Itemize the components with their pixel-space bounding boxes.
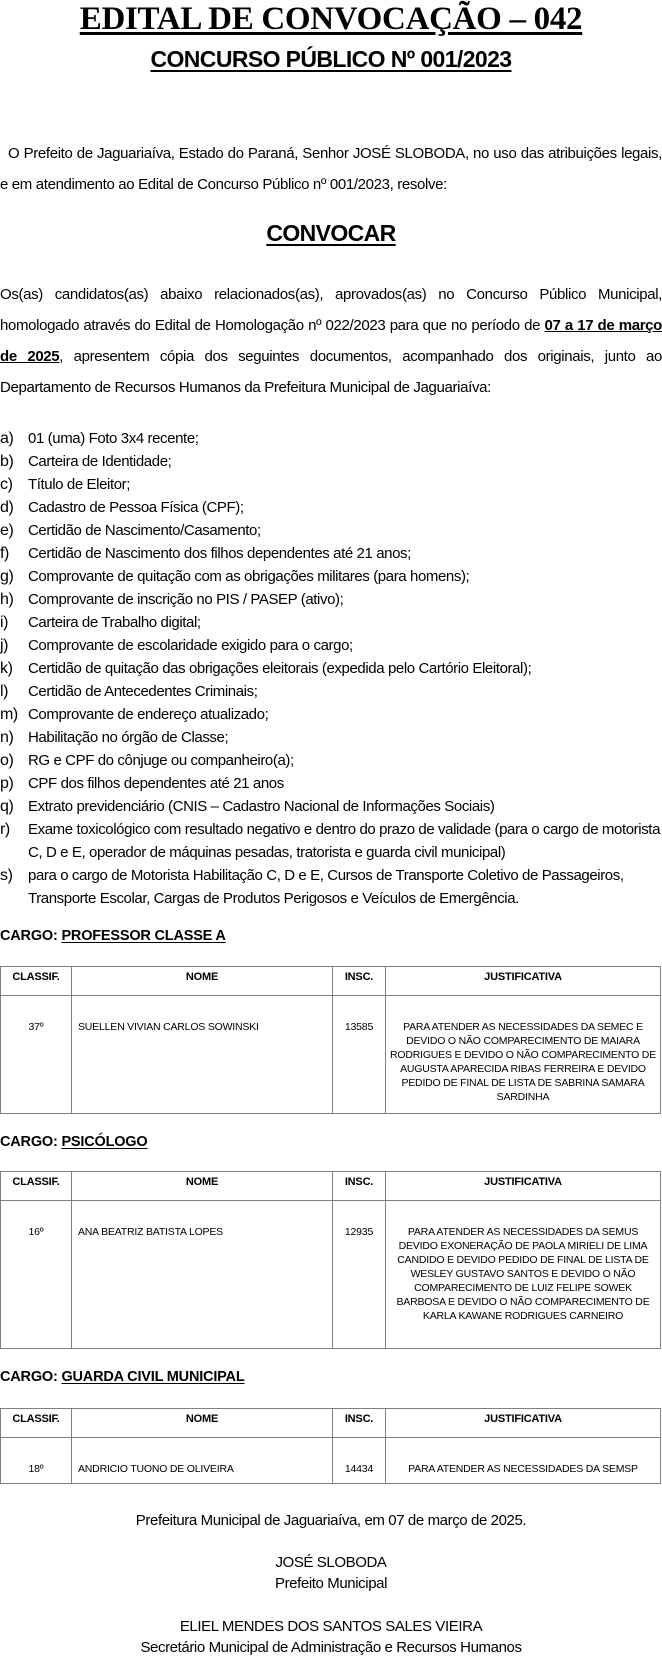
signer1-role: Prefeito Municipal (274, 1575, 388, 1592)
list-marker: s) (0, 867, 13, 884)
header-nome: NOME (72, 967, 333, 996)
list-item (0, 864, 662, 910)
header-insc: INSC. (333, 1409, 386, 1438)
list-item (0, 427, 662, 450)
table-row (1, 1438, 661, 1484)
header-nome: NOME (72, 1172, 333, 1201)
list-item-text: Extrato previdenciário (CNIS – Cadastro Nacional de Informações Sociais) (28, 798, 495, 815)
header-insc: INSC. (333, 967, 386, 996)
list-marker: j) (0, 637, 9, 654)
list-item-text: Certidão de Nascimento dos filhos dependentes até 21 anos; (28, 545, 411, 562)
list-item-text: Carteira de Trabalho digital; (28, 614, 201, 631)
table-header-row (1, 967, 661, 996)
list-marker: l) (0, 683, 9, 700)
list-item (0, 473, 662, 496)
list-item (0, 726, 662, 749)
cargo-label: CARGO: (0, 928, 58, 944)
list-item-text: Comprovante de escolaridade exigido para o cargo; (28, 637, 353, 654)
convocar-heading: CONVOCAR (266, 220, 396, 246)
cell-nome: ANA BEATRIZ BATISTA LOPES (72, 1201, 333, 1349)
contest-subtitle: CONCURSO PÚBLICO Nº 001/2023 (150, 46, 512, 72)
cell-justificativa: PARA ATENDER AS NECESSIDADES DA SEMSP (386, 1438, 661, 1484)
table-row (1, 1201, 661, 1349)
list-item-text: Certidão de quitação das obrigações eleitorais (expedida pelo Cartório Eleitoral); (28, 660, 532, 677)
cell-insc: 14434 (333, 1438, 386, 1484)
cargo-heading (0, 1368, 244, 1386)
cell-classif: 16º (1, 1201, 72, 1349)
cell-nome: SUELLEN VIVIAN CARLOS SOWINSKI (72, 996, 333, 1114)
header-insc: INSC. (333, 1172, 386, 1201)
list-marker: h) (0, 591, 14, 608)
place-date: Prefeitura Municipal de Jaguariaíva, em 07 de março de 2025. (135, 1512, 527, 1529)
cargo-heading (0, 927, 226, 945)
list-item (0, 680, 662, 703)
signer2-name: ELIEL MENDES DOS SANTOS SALES VIEIRA (179, 1618, 483, 1635)
list-item-text: Comprovante de quitação com as obrigações militares (para homens); (28, 568, 470, 585)
header-classif: CLASSIF. (1, 1172, 72, 1201)
list-item (0, 450, 662, 473)
list-item (0, 611, 662, 634)
intro-text: O Prefeito de Jaguariaíva, Estado do Paraná, Senhor JOSÉ SLOBODA, no uso das atribuições legais, e em atendimento ao Edital de Concurso Público nº 001/2023, resolve: (0, 145, 662, 193)
list-item (0, 542, 662, 565)
list-marker: b) (0, 453, 14, 470)
list-item-text: Comprovante de endereço atualizado; (28, 706, 269, 723)
list-marker: k) (0, 660, 13, 677)
documents-list (0, 427, 662, 910)
cargo-name: GUARDA CIVIL MUNICIPAL (61, 1369, 245, 1385)
list-marker: c) (0, 476, 13, 493)
candidates-table (0, 1408, 661, 1484)
cell-classif: 18º (1, 1438, 72, 1484)
cell-insc: 12935 (333, 1201, 386, 1349)
cell-insc: 13585 (333, 996, 386, 1114)
cargo-label: CARGO: (0, 1134, 58, 1150)
list-item-text: Habilitação no órgão de Classe; (28, 729, 229, 746)
list-item (0, 749, 662, 772)
list-item (0, 634, 662, 657)
list-item-text: para o cargo de Motorista Habilitação C, D e E, Cursos de Transporte Coletivo de Passageiros, Transporte Escolar, Cargas de Produtos Perigosos e Veículos de Emergência. (28, 867, 624, 907)
list-marker: p) (0, 775, 14, 792)
signer1-name: JOSÉ SLOBODA (275, 1554, 387, 1571)
list-item (0, 565, 662, 588)
list-item (0, 818, 662, 864)
list-marker: f) (0, 545, 9, 562)
list-item (0, 795, 662, 818)
list-item-text: CPF dos filhos dependentes até 21 anos (28, 775, 284, 792)
list-marker: r) (0, 821, 10, 838)
list-item-text: Exame toxicológico com resultado negativo e dentro do prazo de validade (para o cargo de motorista C, D e E, operador de máquinas pesadas, tratorista e guarda civil municipal) (28, 821, 661, 861)
cell-justificativa: PARA ATENDER AS NECESSIDADES DA SEMEC E DEVIDO O NÃO COMPARECIMENTO DE MAIARA RODRIGUES E DEVIDO O NÃO COMPARECIMENTO DE AUGUSTA APARECIDA RIBAS FERREIRA E DEVIDO PEDIDO DE FINAL DE LISTA DE SABRINA SAMARA SARDINHA (386, 996, 661, 1114)
list-item-text: Carteira de Identidade; (28, 453, 172, 470)
header-nome: NOME (72, 1409, 333, 1438)
list-marker: d) (0, 499, 14, 516)
list-item-text: Certidão de Antecedentes Criminais; (28, 683, 258, 700)
list-marker: a) (0, 430, 14, 447)
table-row (1, 996, 661, 1114)
list-item-text: Certidão de Nascimento/Casamento; (28, 522, 261, 539)
cargo-name: PROFESSOR CLASSE A (61, 928, 226, 944)
list-marker: i) (0, 614, 9, 631)
body-paragraph (0, 279, 662, 403)
table-header-row (1, 1172, 661, 1201)
intro-paragraph (0, 138, 662, 200)
cargo-heading (0, 1133, 147, 1151)
list-item (0, 772, 662, 795)
period-highlight: 07 a 17 de março de 2025 (0, 317, 662, 365)
signer2-role: Secretário Municipal de Administração e Recursos Humanos (140, 1639, 522, 1656)
list-item (0, 657, 662, 680)
list-marker: m) (0, 706, 18, 723)
list-marker: g) (0, 568, 14, 585)
header-classif: CLASSIF. (1, 1409, 72, 1438)
candidates-table (0, 966, 661, 1114)
list-item (0, 496, 662, 519)
list-marker: e) (0, 522, 14, 539)
list-item-text: Comprovante de inscrição no PIS / PASEP (ativo); (28, 591, 344, 608)
list-marker: n) (0, 729, 14, 746)
list-item-text: RG e CPF do cônjuge ou companheiro(a); (28, 752, 294, 769)
list-item-text: Cadastro de Pessoa Física (CPF); (28, 499, 244, 516)
cargo-label: CARGO: (0, 1369, 58, 1385)
header-justificativa: JUSTIFICATIVA (386, 1409, 661, 1438)
body-text-after: , apresentem cópia dos seguintes documentos, acompanhado dos originais, junto ao Departamento de Recursos Humanos da Prefeitura Municipal de Jaguariaíva: (0, 348, 662, 396)
header-justificativa: JUSTIFICATIVA (386, 967, 661, 996)
list-marker: q) (0, 798, 14, 815)
cell-justificativa: PARA ATENDER AS NECESSIDADES DA SEMUS DEVIDO EXONERAÇÃO DE PAOLA MIRIELI DE LIMA CANDIDO E DEVIDO PEDIDO DE FINAL DE LISTA DE WESLEY GUSTAVO SANTOS E DEVIDO O NÃO COMPARECIMENTO DE LUIZ FELIPE SOWEK BARBOSA E DEVIDO O NÃO COMPARECIMENTO DE KARLA KAWANE RODRIGUES CARNEIRO (386, 1201, 661, 1349)
candidates-table (0, 1171, 661, 1349)
list-marker: o) (0, 752, 14, 769)
cell-nome: ANDRICIO TUONO DE OLIVEIRA (72, 1438, 333, 1484)
list-item (0, 519, 662, 542)
cargo-name: PSICÓLOGO (61, 1134, 148, 1150)
body-text-before: Os(as) candidatos(as) abaixo relacionados(as), aprovados(as) no Concurso Público Municipal, homologado através do Edital de Homologação nº 022/2023 para que no período de (0, 286, 662, 334)
list-item (0, 703, 662, 726)
list-item-text: Título de Eleitor; (28, 476, 131, 493)
cell-classif: 37º (1, 996, 72, 1114)
header-classif: CLASSIF. (1, 967, 72, 996)
table-header-row (1, 1409, 661, 1438)
list-item-text: 01 (uma) Foto 3x4 recente; (28, 430, 199, 447)
list-item (0, 588, 662, 611)
header-justificativa: JUSTIFICATIVA (386, 1172, 661, 1201)
document-title: EDITAL DE CONVOCAÇÃO – 042 (79, 1, 583, 37)
